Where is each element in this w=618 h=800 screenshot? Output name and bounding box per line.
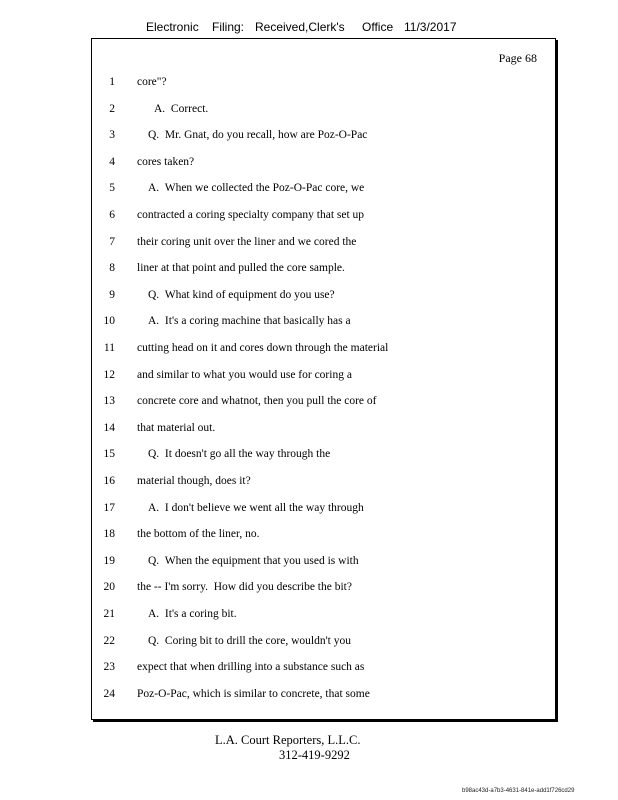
line-text: and similar to what you would use for coring a <box>137 368 352 381</box>
transcript-line <box>92 446 555 462</box>
line-number: 6 <box>109 209 115 221</box>
transcript-line <box>92 500 555 516</box>
line-number: 3 <box>109 129 115 142</box>
transcript-line <box>92 154 555 170</box>
filing-stamp-filing: Filing: <box>212 20 245 34</box>
transcript-line <box>92 234 555 250</box>
line-number: 10 <box>103 315 115 328</box>
filing-stamp-electronic: Electronic <box>146 20 199 34</box>
line-number: 20 <box>103 581 115 594</box>
transcript-line <box>92 686 555 702</box>
line-text: A. It's a coring bit. <box>148 608 237 620</box>
court-reporter-name: L.A. Court Reporters, L.L.C. <box>215 733 361 747</box>
line-number: 23 <box>103 661 115 674</box>
line-number: 9 <box>109 288 115 301</box>
line-number: 19 <box>103 554 115 567</box>
transcript-line <box>92 180 555 196</box>
line-text: Q. What kind of equipment do you use? <box>148 288 335 301</box>
line-number: 15 <box>103 448 115 461</box>
transcript-line <box>92 260 555 276</box>
transcript-line <box>92 420 555 436</box>
line-text: A. I don't believe we went all the way through <box>148 501 364 514</box>
line-text: that material out. <box>137 421 216 434</box>
transcript-line <box>92 367 555 383</box>
line-number: 11 <box>103 342 115 354</box>
line-number: 12 <box>103 368 115 381</box>
line-text: A. When we collected the Poz-O-Pac core, we <box>148 182 365 195</box>
transcript-line <box>92 606 555 622</box>
line-text: the bottom of the liner, no. <box>137 528 260 541</box>
transcript-line <box>92 101 555 117</box>
court-reporter-phone: 312-419-9292 <box>279 748 350 762</box>
line-number: 13 <box>103 395 115 408</box>
line-number: 18 <box>103 528 115 541</box>
document-id: b98ac43d-a7b3-4631-841e-add1f726cd29 <box>462 788 575 794</box>
line-number: 5 <box>109 182 115 195</box>
line-text: Q. Mr. Gnat, do you recall, how are Poz-O-Pac <box>148 129 368 142</box>
line-text: cutting head on it and cores down through the material <box>137 342 389 354</box>
line-number: 14 <box>103 421 115 434</box>
line-text: A. It's a coring machine that basically has a <box>148 315 351 328</box>
page-number: Page 68 <box>498 51 537 65</box>
transcript-line <box>92 526 555 542</box>
line-text: core"? <box>137 76 167 88</box>
line-number: 4 <box>109 155 115 168</box>
filing-stamp-header <box>0 20 618 36</box>
line-text: Q. It doesn't go all the way through the <box>148 448 331 461</box>
transcript-line <box>92 633 555 649</box>
line-text: the -- I'm sorry. How did you describe the bit? <box>137 581 352 594</box>
line-text: Q. Coring bit to drill the core, wouldn't you <box>148 634 351 647</box>
line-number: 16 <box>103 475 115 487</box>
line-number: 8 <box>109 262 115 275</box>
line-number: 24 <box>103 687 115 700</box>
transcript-line <box>92 74 555 90</box>
transcript-line <box>92 207 555 223</box>
transcript-line <box>92 659 555 675</box>
line-text: A. Correct. <box>154 102 209 115</box>
transcript-line <box>92 553 555 569</box>
line-text: Q. When the equipment that you used is with <box>148 554 359 567</box>
transcript-line <box>92 287 555 303</box>
line-text: expect that when drilling into a substance such as <box>137 661 365 674</box>
line-text: Poz-O-Pac, which is similar to concrete, that some <box>137 687 370 700</box>
transcript-line <box>92 340 555 356</box>
line-text: cores taken? <box>137 155 195 168</box>
filing-stamp-date: 11/3/2017 <box>404 20 457 34</box>
line-text: material though, does it? <box>137 475 251 487</box>
line-number: 2 <box>109 102 115 115</box>
line-text: liner at that point and pulled the core sample. <box>137 262 345 275</box>
line-text: concrete core and whatnot, then you pull the core of <box>137 395 377 408</box>
line-text: contracted a coring specialty company that set up <box>137 209 365 221</box>
line-number: 7 <box>109 235 115 248</box>
transcript-line <box>92 127 555 143</box>
line-number: 17 <box>103 501 115 514</box>
transcript-line <box>92 473 555 489</box>
transcript-line <box>92 313 555 329</box>
line-number: 22 <box>103 634 115 647</box>
filing-stamp-received: Received,Clerk's <box>255 20 345 34</box>
transcript-page-frame <box>91 38 556 720</box>
transcript-line <box>92 579 555 595</box>
transcript-line <box>92 393 555 409</box>
line-number: 21 <box>103 608 115 620</box>
line-number: 1 <box>109 76 115 88</box>
filing-stamp-office: Office <box>362 20 394 34</box>
line-text: their coring unit over the liner and we cored the <box>137 235 357 248</box>
